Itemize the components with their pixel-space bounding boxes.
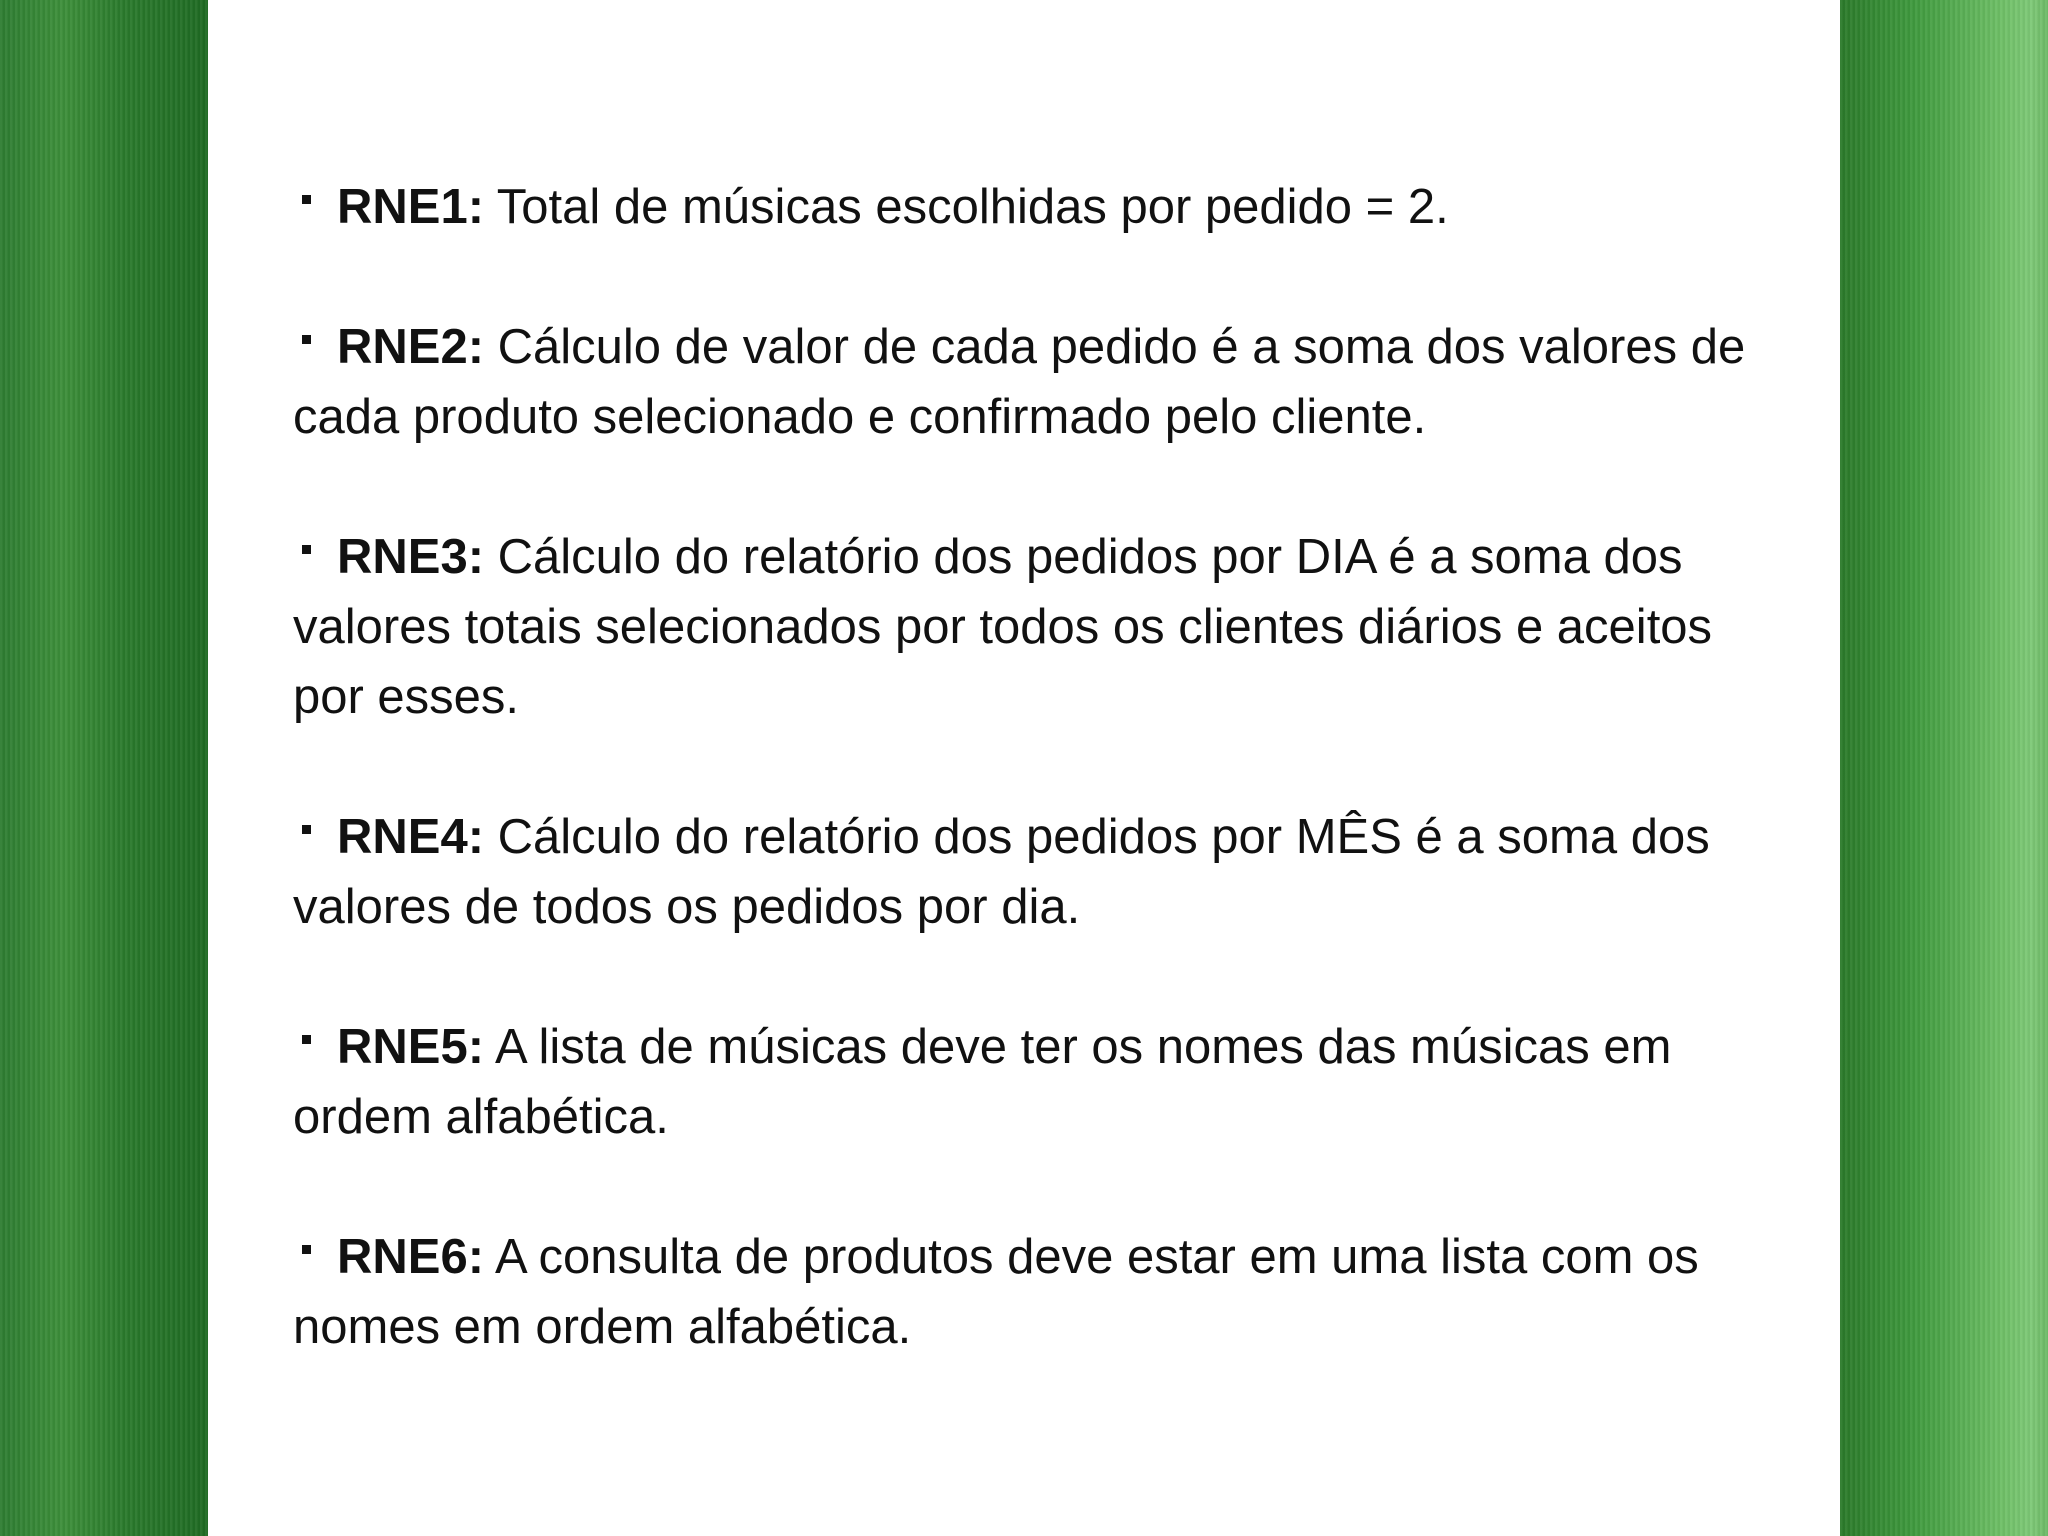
square-bullet-icon xyxy=(302,825,311,834)
square-bullet-icon xyxy=(302,335,311,344)
rule-item-rne6 xyxy=(293,1222,1793,1362)
square-bullet-icon xyxy=(302,1245,311,1254)
rule-code: RNE6: xyxy=(337,1230,485,1284)
rule-text: Cálculo do relatório dos pedidos por DIA é a soma dos valores totais selecionados por todos os clientes diários e aceitos por esses. xyxy=(293,530,1713,724)
rule-item-rne2 xyxy=(293,312,1793,452)
left-green-border xyxy=(0,0,208,1536)
rule-text: Cálculo de valor de cada pedido é a soma dos valores de cada produto selecionado e confirmado pelo cliente. xyxy=(293,320,1746,444)
rules-list xyxy=(293,172,1793,1432)
rule-code: RNE1: xyxy=(337,180,485,234)
right-green-border xyxy=(1840,0,2048,1536)
rule-text: A consulta de produtos deve estar em uma lista com os nomes em ordem alfabética. xyxy=(293,1230,1699,1354)
rule-code: RNE2: xyxy=(337,320,485,374)
rule-text: A lista de músicas deve ter os nomes das músicas em ordem alfabética. xyxy=(293,1020,1672,1144)
rule-item-rne4 xyxy=(293,802,1793,942)
rule-text: Cálculo do relatório dos pedidos por MÊS é a soma dos valores de todos os pedidos por dia. xyxy=(293,810,1710,934)
rule-item-rne3 xyxy=(293,522,1793,732)
rule-code: RNE3: xyxy=(337,530,485,584)
rule-code: RNE4: xyxy=(337,810,485,864)
rule-item-rne5 xyxy=(293,1012,1793,1152)
square-bullet-icon xyxy=(302,195,311,204)
square-bullet-icon xyxy=(302,545,311,554)
rule-text: Total de músicas escolhidas por pedido = 2. xyxy=(484,180,1449,234)
rule-item-rne1 xyxy=(293,172,1793,242)
square-bullet-icon xyxy=(302,1035,311,1044)
rule-code: RNE5: xyxy=(337,1020,485,1074)
